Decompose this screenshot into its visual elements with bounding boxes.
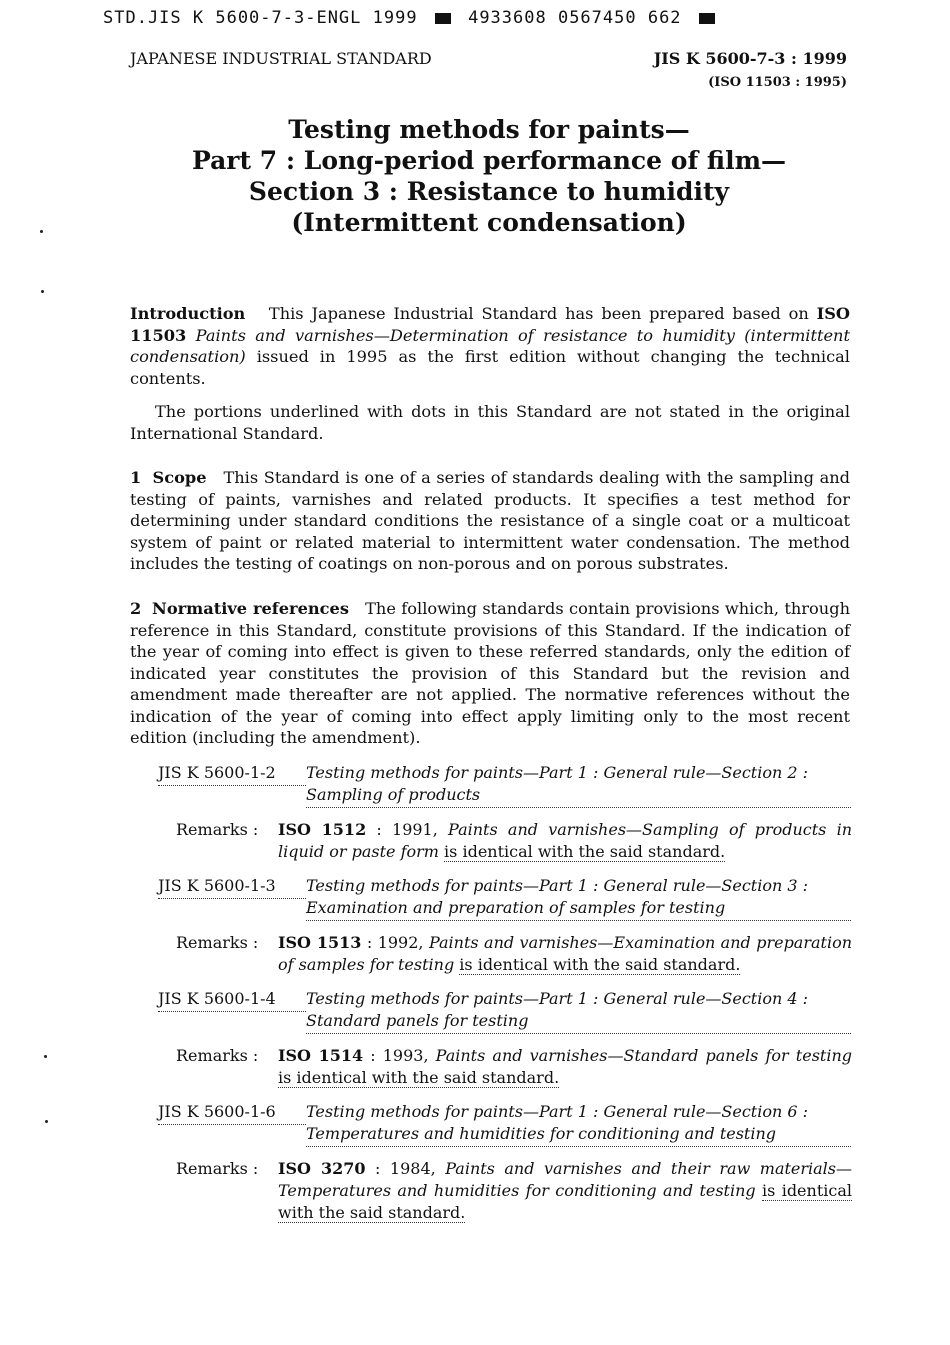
remarks-label: Remarks : (176, 1046, 259, 1065)
remarks-identical: is identical with the said standard. (278, 1181, 852, 1222)
title-line-4: (Intermittent condensation) (291, 208, 687, 237)
scope-text: This Standard is one of a series of standards dealing with the sampling and testing of paints, varnishes and related products. It specifies a test method for determining under standard conditions the resistance of a single coat or a multicoat system of paint or related material to intermittent water condensation. The method includes the testing of coatings on non-porous and on porous substrates. (130, 468, 851, 573)
remarks-iso-title: Paints and varnishes—Standard panels for testing (435, 1046, 853, 1065)
document-stamp (103, 8, 721, 28)
introduction-text-2: issued in 1995 as the first edition without changing the technical contents. (130, 347, 850, 388)
reference-code: JIS K 5600-1-3 (158, 875, 306, 899)
scope-number: 1 (130, 468, 142, 487)
remarks-iso-code: ISO 3270 (278, 1159, 366, 1178)
remarks-iso-code: ISO 1512 (278, 820, 367, 839)
remarks-identical: is identical with the said standard. (444, 842, 726, 861)
stamp-left: STD.JIS K 5600-7-3-ENGL 1999 (103, 8, 418, 28)
normative-section (130, 598, 850, 749)
title-line-2: Part 7 : Long-period performance of film— (191, 146, 787, 175)
remarks-label: Remarks : (176, 933, 259, 952)
reference-entry (158, 762, 854, 808)
introduction-iso: ISO 11503 (130, 304, 850, 345)
reference-code: JIS K 5600-1-4 (158, 988, 306, 1012)
margin-speck (41, 290, 44, 293)
introduction-paragraph (130, 303, 850, 389)
introduction-text: This Japanese Industrial Standard has been prepared based on (268, 304, 809, 323)
reference-code: JIS K 5600-1-6 (158, 1101, 306, 1125)
reference-remarks (176, 819, 854, 863)
remarks-iso-year: : 1991, (376, 820, 438, 839)
reference-title: Testing methods for paints—Part 1 : General rule—Section 4 : Standard panels for testing (306, 988, 851, 1034)
reference-entry (158, 988, 854, 1034)
remarks-iso-year: : 1992, (366, 933, 424, 952)
remarks-identical: is identical with the said standard. (278, 1068, 560, 1087)
reference-code: JIS K 5600-1-2 (158, 762, 306, 786)
margin-speck (40, 230, 43, 233)
introduction-heading: Introduction (130, 304, 246, 323)
normative-heading: Normative references (152, 599, 349, 618)
reference-title: Testing methods for paints—Part 1 : General rule—Section 3 : Examination and preparation of samples for testing (306, 875, 851, 921)
remarks-iso-title: Paints and varnishes—Examination and preparation of samples for testing (278, 933, 853, 974)
remarks-label: Remarks : (176, 1159, 259, 1178)
stamp-bar-icon (435, 13, 451, 24)
remarks-iso-year: : 1984, (375, 1159, 436, 1178)
margin-speck (44, 1055, 47, 1058)
margin-speck (45, 1120, 48, 1123)
stamp-bar-icon (699, 13, 715, 24)
reference-title: Testing methods for paints—Part 1 : General rule—Section 6 : Temperatures and humidities for conditioning and testing (306, 1101, 851, 1147)
header-standard-name: JAPANESE INDUSTRIAL STANDARD (130, 49, 432, 68)
introduction-note: The portions underlined with dots in this Standard are not stated in the original International Standard. (130, 402, 850, 443)
title-line-1: Testing methods for paints— (288, 115, 690, 144)
scope-section (130, 467, 850, 575)
remarks-iso-title: Paints and varnishes—Sampling of products in liquid or paste form (278, 820, 853, 861)
page-title (130, 114, 848, 238)
remarks-label: Remarks : (176, 820, 259, 839)
remarks-identical: is identical with the said standard. (459, 955, 741, 974)
normative-number: 2 (130, 599, 142, 618)
normative-text: The following standards contain provisions which, through reference in this Standard, constitute provisions of this Standard. If the indication of the year of coming into effect is given to these referred standards, only the edition of indicated year constitutes the provision of this Standard but the revision and amendment made thereafter are not applied. The normative references without the indication of the year of coming into effect apply limiting only to the most recent edition (including the amendment). (130, 599, 850, 747)
remarks-iso-code: ISO 1514 (278, 1046, 364, 1065)
reference-title: Testing methods for paints—Part 1 : General rule—Section 2 : Sampling of products (306, 762, 851, 808)
header-standard-number: JIS K 5600-7-3 : 1999 (653, 49, 847, 68)
scope-heading: Scope (152, 468, 207, 487)
reference-remarks (176, 1045, 854, 1089)
remarks-iso-code: ISO 1513 (278, 933, 362, 952)
title-line-3: Section 3 : Resistance to humidity (248, 177, 730, 206)
reference-remarks (176, 1158, 854, 1224)
reference-entry (158, 1101, 854, 1147)
reference-entry (158, 875, 854, 921)
remarks-iso-year: : 1993, (370, 1046, 429, 1065)
stamp-right: 4933608 0567450 662 (468, 8, 682, 28)
header-iso-number: (ISO 11503 : 1995) (708, 75, 847, 90)
introduction-iso-title: Paints and varnishes—Determination of resistance to humidity (intermittent condensation) (130, 325, 850, 366)
reference-remarks (176, 932, 854, 976)
remarks-iso-title: Paints and varnishes and their raw materials—Temperatures and humidities for conditioning and testing (278, 1159, 853, 1200)
